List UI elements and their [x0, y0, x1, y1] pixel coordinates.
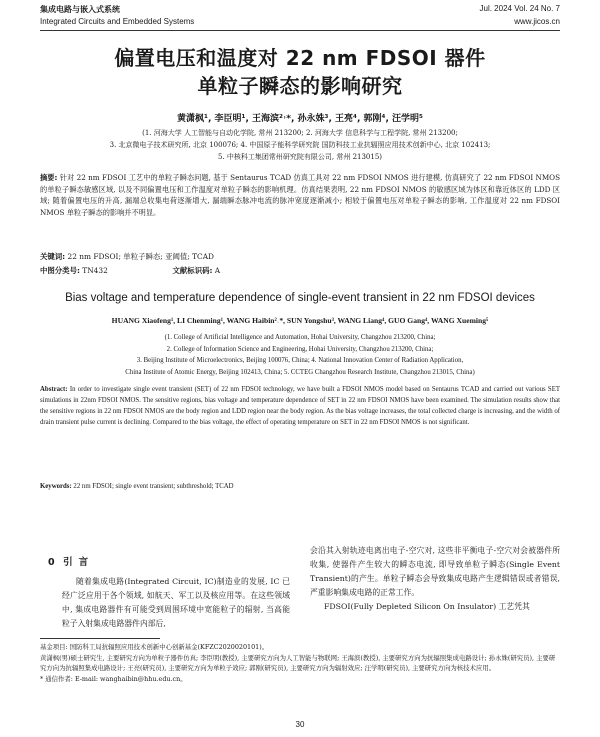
left-column-text: 随着集成电路(Integrated Circuit, IC)制造业的发展, IC 已经广泛应用于各个领域, 如航天、军工以及核应用等。在这些领域中, 集成电路器件有可能受到周围环境中宽能粒子的辐射, 当高能粒子入射集成电路器件内部后,: [62, 577, 290, 628]
affiliation-en-1: (1. College of Artificial Intelligence and Automation, Hohai University, Changzhou 213200, China;: [164, 334, 436, 341]
footnote-bios: 黄潇枫(男)硕士研究生, 主要研究方向为单粒子器件仿真; 李臣明(教授), 主要研究方向为人工智能与物联网; 王海滨(教授), 主要研究方向为抗辐照集成电路设计; 孙永姝(研究员), 主要研究方向为抗辐照集成电路设计; 王亮(研究员), 主要研究方向为单粒子效应; 郭刚(研究员), 主要研究方向为辐射效应; 汪学明(研究员), 主要研究方向为核技术应用。: [40, 653, 556, 672]
right-column-para-1: 会沿其入射轨迹电离出电子-空穴对, 这些非平衡电子-空穴对会被器件所收集, 使器件产生较大的瞬态电流, 即导致单粒子瞬态(Single Event Transient)的产生。单粒子瞬态会导致集成电路产生逻辑错误或者错误, 严重影响集成电路的正常工作。: [310, 546, 560, 597]
abstract-en-text: In order to investigate single event transient (SET) of 22 nm FDSOI technology, we have built a FDSOI NMOS model based on Sentaurus TCAD and carried out various SET simulations in 22nm FDSOI NMOS. The sensitive regions, bias voltage and temperature dependence of SET in 22 nm FDSOI NMOS have been examined. The simulation results show that the sensitive regions in 22 nm FDSOI NMOS are the body region and LDD region near the body region. As the bias voltage increases, the total collected charge is increasing, and the width of drain transient pulse current is declining. Compared to the bias voltage, the effect of operating temperature on SET in 22 nm FDSOI NMOS is not significant.: [40, 386, 560, 426]
footnote-corresponding: * 通信作者: E-mail: wanghaibin@hhu.edu.cn。: [40, 674, 187, 683]
affiliation-en-3: 3. Beijing Institute of Microelectronics, Beijing 100076, China; 4. National Innovation Center of Radiation Application,: [136, 357, 464, 364]
authors-en: HUANG Xiaofeng¹, LI Chenming¹, WANG Haibin²˒*, SUN Yongshu³, WANG Liang⁴, GUO Gang⁴, WANG Xueming⁵: [111, 316, 489, 325]
title-en: Bias voltage and temperature dependence of single-event transient in 22 nm FDSOI devices: [65, 292, 535, 304]
title-cn-line2: 单粒子瞬态的影响研究: [197, 74, 403, 98]
section-title: 引言: [63, 557, 95, 568]
keywords-en: [40, 481, 560, 492]
journal-website[interactable]: www.jicos.cn: [514, 17, 560, 26]
affiliations-en: [40, 332, 560, 378]
title-cn-line1: 偏置电压和温度对 22 nm FDSOI 器件: [114, 46, 486, 70]
right-column-para-2: FDSOI(Fully Depleted Silicon On Insulator) 工艺凭其: [324, 602, 530, 611]
doc-code-label: 文献标识码:: [172, 266, 213, 275]
doc-code-value: A: [214, 266, 221, 275]
keywords-en-text: 22 nm FDSOI; single event transient; subthreshold; TCAD: [73, 483, 234, 490]
abstract-en: [40, 384, 560, 428]
affiliation-cn-3: 5. 中核科工集团常州研究院有限公司, 常州 213015): [217, 153, 383, 161]
footnote-fund: 基金项目: 国防科工局抗辐照应用技术创新中心创新基金(KFZC2020020101)。: [40, 643, 269, 651]
abstract-cn: [40, 172, 560, 218]
keywords-cn-label: 关键词:: [40, 252, 66, 261]
section-heading: [48, 556, 290, 570]
affiliation-en-2: 2. College of Information Science and Engineering, Hohai University, Changzhou 213200, China;: [166, 345, 434, 353]
keywords-cn: [40, 251, 560, 263]
issue-info: Jul. 2024 Vol. 24 No. 7: [479, 4, 560, 13]
classification-line: [40, 265, 560, 277]
keywords-cn-text: 22 nm FDSOI; 单粒子瞬态; 亚阈值; TCAD: [67, 252, 214, 261]
journal-name-en: Integrated Circuits and Embedded Systems: [40, 17, 195, 26]
keywords-en-label: Keywords:: [40, 483, 72, 490]
journal-name-cn: 集成电路与嵌入式系统: [40, 5, 120, 14]
affiliation-cn-1: (1. 河海大学 人工智能与自动化学院, 常州 213200; 2. 河海大学 信息科学与工程学院, 常州 213200;: [142, 129, 458, 137]
page-number: 30: [295, 720, 305, 729]
authors-cn: 黄潇枫¹, 李臣明¹, 王海滨²˒*, 孙永姝³, 王亮⁴, 郭刚⁴, 汪学明⁵: [177, 114, 423, 124]
section-number: 0: [48, 557, 61, 568]
header-rule: [40, 30, 560, 31]
clc-label: 中图分类号:: [40, 266, 80, 275]
affiliations-cn: [40, 127, 560, 163]
footnotes: [40, 642, 560, 684]
clc-value: TN432: [82, 266, 108, 275]
affiliation-cn-2: 3. 北京微电子技术研究所, 北京 100076; 4. 中国原子能科学研究院 国防科技工业抗辐照应用技术创新中心, 北京 102413;: [109, 141, 491, 149]
right-column-text: [310, 544, 560, 614]
abstract-cn-label: 摘要:: [40, 173, 58, 182]
abstract-en-label: Abstract:: [40, 386, 68, 393]
footnote-rule: [40, 638, 160, 639]
affiliation-en-4: China Institute of Atomic Energy, Beijing 102413, China; 5. CCTEG Changzhou Research Institute, Changzhou 213015, China): [125, 368, 475, 376]
abstract-cn-text: 针对 22 nm FDSOI 工艺中的单粒子瞬态问题, 基于 Sentaurus TCAD 仿真工具对 22 nm FDSOI NMOS 进行建模, 仿真研究了 22 nm FDSOI NMOS 的单粒子瞬态敏感区域, 以及不同偏置电压和工作温度对单粒子瞬态的影响机理。仿真结果表明, 22 nm FDSOI NMOS 的敏感区域为体区和靠近体区的 LDD 区域; 随着偏置电压的升高, 漏端总收集电荷逐渐增大, 漏端瞬态脉冲电流的脉冲宽度逐渐减小; 相较于偏置电压对单粒子瞬态的影响, 工作温度对 22 nm FDSOI NMOS 单粒子瞬态的影响并不明显。: [40, 173, 560, 217]
